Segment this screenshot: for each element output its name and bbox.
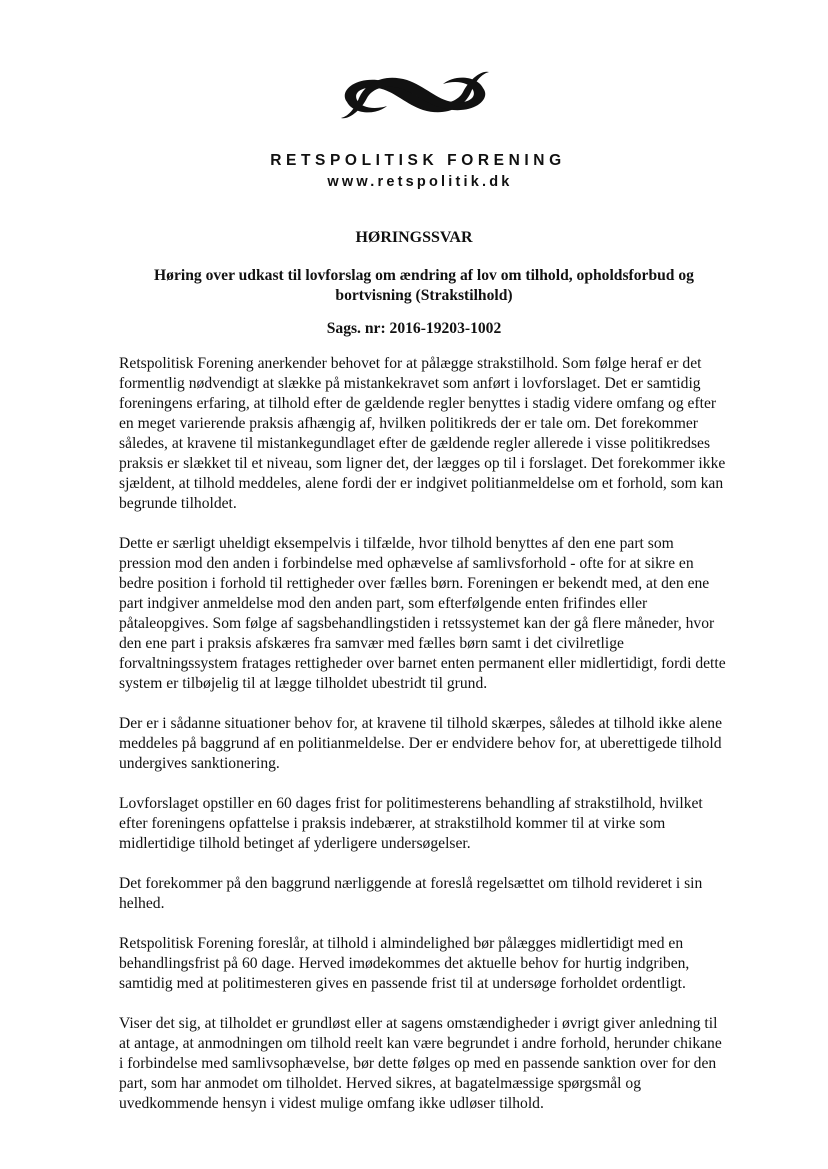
case-number: Sags. nr: 2016-19203-1002 bbox=[326, 320, 502, 337]
body-paragraph: Der er i sådanne situationer behov for, at kravene til tilhold skærpes, således at tilhold ikke alene meddeles på baggrund af en politianmeldelse. Der er endvidere behov for, at uberettigede tilhold undergives sanktionering. bbox=[119, 715, 723, 772]
infinity-knot-logo-icon bbox=[335, 64, 495, 126]
body-paragraph: Det forekommer på den baggrund nærliggende at foreslå regelsættet om tilhold revideret i sin helhed. bbox=[119, 875, 703, 912]
organization-name: RETSPOLITISK FORENING bbox=[270, 152, 566, 169]
body-paragraph: Dette er særligt uheldigt eksempelvis i tilfælde, hvor tilhold benyttes af den ene part som pression mod den anden i forbindelse med ophævelse af samlivsforhold - ofte for at sikre en bedre position i forhold til rettigheder over fælles børn. Foreningen er bekendt med, at den ene part indgiver anmeldelse mod den anden part, som efterfølgende enten frifindes eller påtaleopgives. Som følge af sagsbehandlingstiden i retssystemet kan der gå flere måneder, hvor den ene part i praksis afskæres fra samvær med fælles børn samt i det civilretlige forvaltningssystem fratages rettigheder over barnet enten permanent eller midlertidigt, fordi dette system er tilbøjelig til at lægge tilholdet ubestridt til grund. bbox=[119, 535, 726, 692]
body-paragraph: Viser det sig, at tilholdet er grundløst eller at sagens omstændigheder i øvrigt giver anledning til at antage, at anmodningen om tilhold reelt kan være begrundet i andre forhold, herunder chikane i forbindelse med samlivsophævelse, bør dette følges op med en passende sanktion over for den part, som har anmodet om tilholdet. Herved sikres, at bagatelmæssige spørgsmål og uvedkommende hensyn i videst mulige omfang ikke udløser tilhold. bbox=[119, 1015, 722, 1112]
body-paragraph: Retspolitisk Forening foreslår, at tilhold i almindelighed bør pålægges midlertidigt med en behandlingsfrist på 60 dage. Herved imødekommes det aktuelle behov for hurtig indgriben, samtidig med at politimesteren gives en passende frist til at undersøge forholdet ordentligt. bbox=[119, 935, 690, 992]
document-subject: Høring over udkast til lovforslag om ændring af lov om tilhold, opholdsforbud og bortvisning (Strakstilhold) bbox=[154, 267, 694, 304]
document-body bbox=[119, 354, 729, 1134]
document-title: HØRINGSSVAR bbox=[355, 229, 473, 246]
organization-website: www.retspolitik.dk bbox=[327, 174, 513, 190]
body-paragraph: Lovforslaget opstiller en 60 dages frist for politimesterens behandling af strakstilhold, hvilket efter foreningens opfattelse i praksis indebærer, at strakstilhold kommer til at virke som midlertidige tilhold betinget af yderligere undersøgelser. bbox=[119, 795, 703, 852]
body-paragraph: Retspolitisk Forening anerkender behovet for at pålægge strakstilhold. Som følge heraf er det formentlig nødvendigt at slække på mistankekravet som anført i lovforslaget. Det er samtidig foreningens erfaring, at tilhold efter de gældende regler benyttes i stadig videre omfang og efter en meget varierende praksis afhængig af, hvilken politikreds der er tale om. Det forekommer således, at kravene til mistankegundlaget efter de gældende regler allerede i visse politikredses praksis er slækket til et niveau, som ligner det, der lægges op til i forslaget. Det forekommer ikke sjældent, at tilhold meddeles, alene fordi der er indgivet politianmeldelse om et forhold, som kan begrunde tilholdet. bbox=[119, 355, 726, 512]
